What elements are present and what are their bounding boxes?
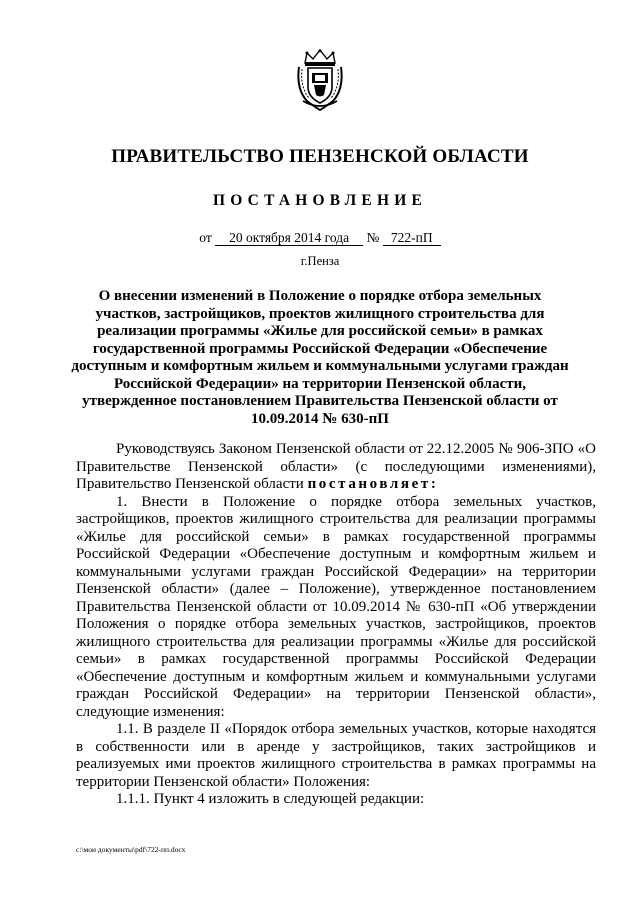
- number-label: №: [366, 230, 380, 245]
- file-path-footer: c:\мои документы\pdf\722-пп.docx: [76, 845, 186, 854]
- document-date: 20 октября 2014 года: [215, 230, 363, 246]
- document-type: ПОСТАНОВЛЕНИЕ: [212, 192, 428, 209]
- item-1-1-1-paragraph: 1.1.1. Пункт 4 изложить в следующей редакции:: [116, 791, 425, 807]
- preamble-paragraph: [76, 441, 596, 494]
- preamble-text: Руководствуясь Законом Пензенской области от 22.12.2005 № 906-ЗПО «О Правительстве Пензенской области» (с последующими изменениями), Правительство Пензенской области: [76, 441, 596, 492]
- penza-coat-of-arms-icon: [295, 49, 345, 111]
- date-prefix: от: [199, 230, 212, 245]
- resolves-word: постановляет:: [307, 476, 439, 492]
- item-1-1-paragraph: 1.1. В разделе II «Порядок отбора земельных участков, которые находятся в собственности или в аренде у застройщиков, таких застройщиков и реализуемых ими проектов жилищного строительства в рамках программы на территории Пензенской области» Положения:: [76, 721, 596, 790]
- place-of-issue: г.Пенза: [300, 254, 340, 268]
- date-number-line: [0, 230, 640, 246]
- decree-title: О внесении изменений в Положение о порядке отбора земельных участков, застройщиков, проектов жилищного строительства для реализации программы «Жилье для российской семьи» в рамках государственной программы Российской Федерации «Обеспечение доступным и комфортным жильем и коммунальными услугами граждан Российской Федерации» на территории Пензенской области, утвержденное постановлением Правительства Пензенской области от 10.09.2014 № 630-пП: [71, 288, 569, 427]
- document-body: [76, 441, 596, 809]
- document-number: 722-пП: [383, 230, 441, 246]
- government-title: ПРАВИТЕЛЬСТВО ПЕНЗЕНСКОЙ ОБЛАСТИ: [111, 146, 529, 167]
- item-1-paragraph: 1. Внести в Положение о порядке отбора земельных участков, застройщиков, проектов жилищного строительства для реализации программы «Жилье для российской семьи» в рамках государственной программы Российской Федерации «Обеспечение доступным и комфортным жильем и коммунальными услугами граждан Российской Федерации» на территории Пензенской области» (далее – Положение), утвержденное постановлением Правительства Пензенской области от 10.09.2014 № 630-пП «Об утверждении Положения о порядке отбора земельных участков, застройщиков, проектов жилищного строительства для реализации программы «Жилье для российской семьи» в рамках государственной программы Российской Федерации «Обеспечение доступным и комфортным жильем и коммунальными услугами граждан Российской Федерации» на территории Пензенской области», следующие изменения:: [76, 493, 596, 720]
